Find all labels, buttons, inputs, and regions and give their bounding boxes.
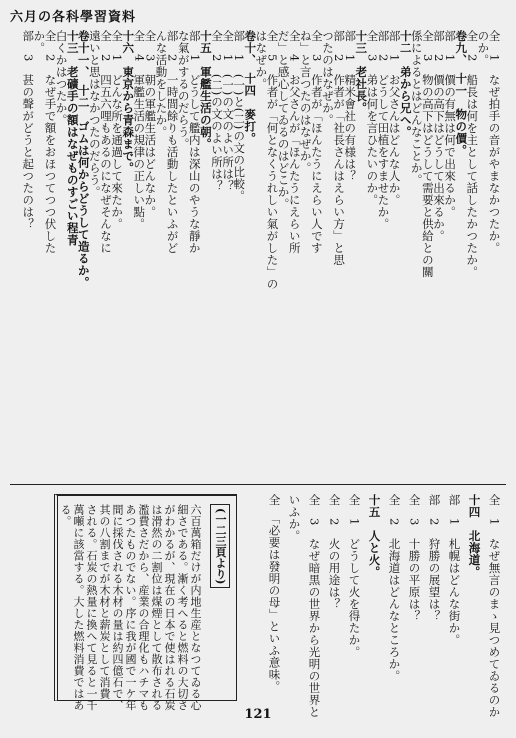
text-column: 卷九、 十一 物の價。	[454, 30, 469, 157]
note-line: 其の八割までが木材と薪炭として消費	[98, 504, 111, 700]
text-column: 十三 老社長。	[354, 30, 369, 114]
text-column: 全 2 なぜ手で額をおほつてつつ伏した	[43, 30, 58, 254]
text-column: 部 2 どうして田植をすませたか。	[376, 30, 391, 230]
text-column: 部 1 お父さんはどんな人か。	[387, 30, 402, 206]
text-column: つたのはなぜか。	[321, 30, 335, 126]
note-line: がわかるが、現在の日本で使はれる石炭	[163, 504, 176, 711]
text-column: 全 3 朝の軍艦生活はどんなか。	[143, 30, 158, 218]
text-column: 全 1 (一)の文のよい所は？	[221, 30, 236, 192]
section-divider	[10, 484, 506, 485]
note-title: (一二三頁より)	[210, 504, 230, 588]
text-column: 部 2 狩勝の展望は？	[427, 494, 442, 622]
note-line: される。石炭の熱量に換へて見ると一千	[85, 504, 98, 711]
text-column: 全 3 弟は何を言ひたいのか。	[365, 30, 380, 206]
text-column: 全 「必要は發明の母」といふ意味。	[267, 494, 282, 693]
text-column: いふか。	[287, 494, 302, 542]
note-line: 間に採伐される木材の量は約四億石で、	[111, 504, 124, 711]
text-column: 全 3 作者が「ほんたうにえらい人です	[309, 30, 324, 254]
note-line: 濫費さだから、産業の合理化もハチマも	[137, 504, 150, 711]
text-column: 卷十、 十四 麥打。	[243, 30, 258, 145]
text-column: ね」と言つたのはなぜか。	[298, 30, 313, 174]
page-header-title: 六月の各科學習資料	[10, 10, 137, 25]
text-column: 部 1 どうして艦内は深山のやうな靜か	[187, 30, 202, 254]
text-column: 全 1 どんな所を通過して來たか。	[110, 30, 125, 230]
text-column: か。	[32, 30, 47, 54]
text-column: 十五 軍艦生活の朝。	[198, 30, 213, 150]
note-line: 細さである。漸く考へると燃料の大切さ	[176, 504, 189, 711]
note-line: る。	[59, 504, 72, 527]
text-column: 部 1 價の有無は何で出來るか。	[443, 30, 458, 218]
text-column: 部 2 價の高下はどうして出來るか。	[432, 30, 446, 242]
text-column: 十二 弟から兄へ。	[398, 30, 413, 138]
text-column: だ」と感心してゐるのはどこか。	[276, 30, 291, 210]
text-column: 十三 老礦手の額はなぜものすごい程青	[65, 30, 80, 246]
text-column: 部 1 精米會社の有様は？	[343, 30, 358, 182]
note-box	[54, 494, 237, 711]
note-line: 六百萬箱だけが内地生産となつてゐる心	[189, 504, 202, 711]
text-column: のか。	[476, 30, 491, 66]
text-column: 全 1 なぜ拍手の音がやまなかつたか。	[487, 30, 502, 254]
note-line: 萬噸に該當する。大した燃料消費ではあ	[72, 504, 85, 711]
text-column: 部 2 一時間餘りも活動したといふがど	[165, 30, 180, 254]
text-column: 全 2 四五六哩もあるのになぜそんなに	[99, 30, 113, 254]
text-column: 全 2 (二)の文のよい所は？	[210, 30, 224, 192]
note-line: は滑然の二割位は煤煙として散布される	[150, 504, 163, 711]
text-column: 全 2 船長は何を主として話したかつたか。	[465, 30, 480, 278]
text-column: 部 3 甚の聲がどうと起つたのは？	[21, 30, 36, 230]
text-column: 全 3 物の高下はどうして需要と供給との關	[420, 30, 435, 278]
text-column: 部 1 (一)と(二)の文の比較。	[232, 30, 247, 202]
text-column: 白くかはつたか。	[54, 30, 69, 126]
text-column: 全 4 お父さんが「ほんたうにえらい所	[287, 30, 302, 254]
note-line: あつたものでない。序に我が國で一ケ年	[124, 504, 137, 711]
text-column: 十四 北海道。	[467, 494, 482, 578]
text-column: 係によるとはどんなことか。	[409, 30, 424, 186]
text-column: 全 3 なぜ暗黒の世界から光明の世界と	[307, 494, 322, 718]
text-column: 卷十一、 十二 ゴムは何からどうして造るか。	[76, 30, 91, 289]
text-column: 部 2 作者が「社長さんはえらい方」と思	[332, 30, 347, 266]
text-column: 十六 東京から青森まで。	[121, 30, 136, 174]
text-column: 全 2 北海道はどんなところか。	[387, 494, 402, 682]
text-column: 部 1 札幌はどんな街か。	[447, 494, 462, 646]
text-column: はなぜか。	[254, 30, 269, 90]
text-column: 全 2 火の用途は？	[327, 494, 342, 610]
text-column: 全 4 軍艦生活の規律の正しい點。	[132, 30, 147, 230]
text-column: 全 5 作者が「何となくうれしい氣がした」の	[265, 30, 280, 290]
text-column: んな活動をしたか。	[154, 30, 169, 138]
text-column: 全 3 十勝の平原は？	[407, 494, 422, 622]
text-column: 遠いと思はなかつたのだらう。	[87, 30, 102, 198]
text-column: な氣がするのだらう。	[176, 30, 191, 150]
text-column: 全 1 どうして火を得たか。	[347, 494, 362, 658]
page-number: 121	[244, 707, 272, 722]
text-column: 十五 人と火。	[367, 494, 382, 578]
text-column: 全 1 なぜ無言のまゝ見つめてゐるのか	[487, 494, 502, 718]
